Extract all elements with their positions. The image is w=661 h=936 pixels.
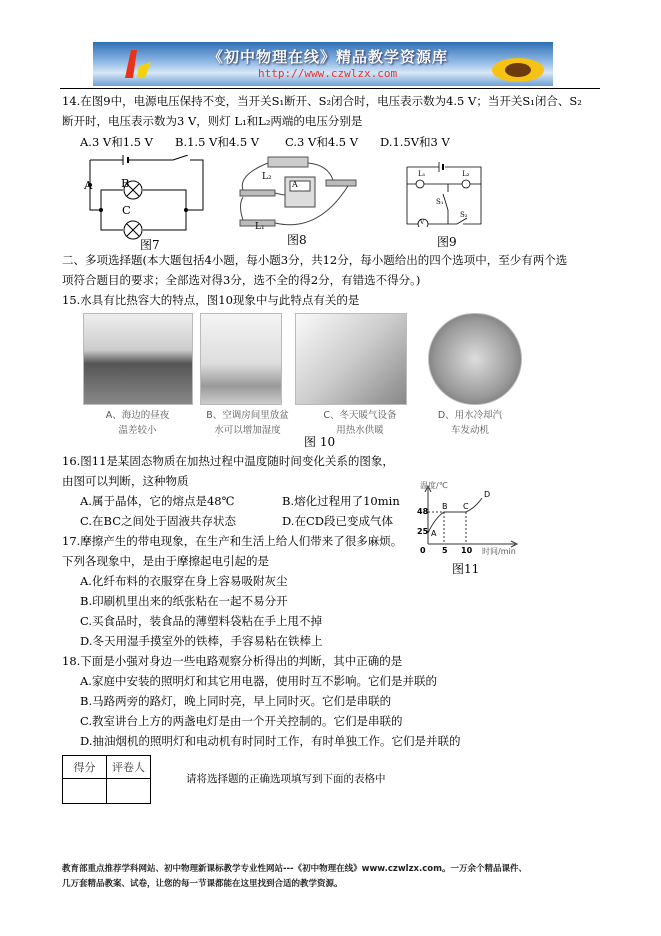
q15-text: 15.水具有比热容大的特点，图10现象中与此特点有关的是 <box>62 293 360 307</box>
footer <box>62 862 527 892</box>
q16-line1: 16.图11是某固态物质在加热过程中温度随时间变化关系的图象， <box>62 454 394 468</box>
caption-line: A、海边的昼夜 <box>105 410 170 421</box>
q18-option-c: C.教室讲台上方的两盏电灯是由一个开关控制的。它们是串联的 <box>80 714 403 728</box>
q14-option-b: B.1.5 V和4.5 V <box>175 135 260 149</box>
fig11-ylabel: 温度/℃ <box>420 481 448 490</box>
q16-line2: 由图可以判断，这种物质 <box>62 474 189 488</box>
caption-line: B、空调房间里放盆 <box>206 410 289 421</box>
header-rule <box>60 88 600 89</box>
q16-option-b: B.熔化过程用了10min <box>282 494 400 508</box>
fig9-caption: 图9 <box>437 235 457 249</box>
q18-option-d: D.抽油烟机的照明灯和电动机有时同时工作，有时单独工作。它们是并联的 <box>80 734 461 748</box>
answer-instruction: 请将选择题的正确选项填写到下面的表格中 <box>186 773 386 785</box>
figure-11-graph <box>400 478 535 578</box>
caption-line: C、冬天暖气设备 <box>323 410 397 421</box>
q15-caption-a <box>80 408 195 438</box>
fig11-caption: 图11 <box>452 562 480 576</box>
header-banner <box>93 42 553 86</box>
fig9-label-l1: L₁ <box>418 170 426 178</box>
q18-option-a: A.家庭中安装的照明灯和其它用电器，使用时互不影响。它们是并联的 <box>80 674 437 688</box>
fig9-label-s2: S₂ <box>460 211 468 219</box>
fig8-label-l2: L₂ <box>262 172 272 182</box>
figure-7-circuit <box>78 155 208 240</box>
fig11-xtick-10: 10 <box>461 546 473 555</box>
caption-line: D、用水冷却汽 <box>437 410 503 421</box>
caption-line: 车发动机 <box>450 425 489 436</box>
q18-line1: 18.下面是小强对身边一些电路观察分析得出的判断，其中正确的是 <box>62 654 403 668</box>
q15-caption-b <box>195 408 300 438</box>
fig8-label-ammeter: A <box>292 180 298 189</box>
fig9-label-voltmeter: V <box>420 219 425 226</box>
fig7-label-a: A <box>84 178 93 192</box>
q17-option-d: D.冬天用湿手摸室外的铁棒，手容易粘在铁棒上 <box>80 634 323 648</box>
fig9-label-s1: S₁ <box>436 198 444 206</box>
fig11-xtick-5: 5 <box>442 546 448 555</box>
banner-title: 《初中物理在线》精品教学资源库 <box>208 48 449 66</box>
fig11-point-a: A <box>431 529 437 538</box>
q16-option-a: A.属于晶体，它的熔点是48℃ <box>80 494 235 508</box>
q14-line1: 14.在图9中，电源电压保持不变，当开关S₁断开、S₂闭合时，电压表示数为4.5 V；当开关S₁闭合、S₂ <box>62 94 582 108</box>
fig10-caption: 图 10 <box>304 435 336 449</box>
score-cell[interactable] <box>63 779 107 804</box>
fig11-point-b: B <box>442 502 448 511</box>
q17-option-b: B.印刷机里出来的纸张粘在一起不易分开 <box>80 594 288 608</box>
fig11-ytick-25: 25 <box>417 527 429 536</box>
footer-line2: 几万套精品教案、试卷，让您的每一节课都能在这里找到合适的教学资源。 <box>62 879 343 889</box>
fig9-label-l2: L₂ <box>462 170 470 178</box>
grader-cell[interactable] <box>107 779 151 804</box>
fig11-xlabel: 时间/min <box>482 547 516 556</box>
q15-caption-d <box>425 408 515 438</box>
footer-line1: 教育部重点推荐学科网站、初中物理新课标教学专业性网站---《初中物理在线》www.czwlzx.com。一万余个精品课件、 <box>62 864 527 874</box>
photo-air-conditioner <box>200 313 282 405</box>
figure-9-circuit <box>405 162 485 227</box>
section2-line1: 二、多项选择题(本大题包括4小题，每小题3分，共12分，每小题给出的四个选项中，至少有两个选 <box>62 253 568 267</box>
section2-line2: 项符合题目的要求；全部选对得3分，选不全的得2分，有错选不得分。) <box>62 273 421 287</box>
banner-url: http://www.czwlzx.com <box>258 67 398 80</box>
q17-option-a: A.化纤布料的衣服穿在身上容易吸附灰尘 <box>80 574 288 588</box>
fig11-xtick-0: 0 <box>420 546 426 555</box>
q18-option-b: B.马路两旁的路灯，晚上同时亮，早上同时灭。它们是串联的 <box>80 694 392 708</box>
caption-line: 温差较小 <box>118 425 157 436</box>
fig11-point-d: D <box>484 490 491 499</box>
q14-option-d: D.1.5V和3 V <box>380 135 450 149</box>
photo-seaside <box>83 313 193 405</box>
q14-option-a: A.3 V和1.5 V <box>80 135 153 149</box>
fig7-caption: 图7 <box>140 238 160 252</box>
fig7-label-b: B <box>121 176 130 190</box>
q16-option-c: C.在BC之间处于固液共存状态 <box>80 514 237 528</box>
sunflower-icon <box>488 50 548 86</box>
q16-option-d: D.在CD段已变成气体 <box>282 514 393 528</box>
q14-line2: 断开时，电压表示数为3 V，则灯 L₁和L₂两端的电压分别是 <box>62 114 363 128</box>
score-header: 得分 <box>63 756 107 779</box>
score-table <box>62 755 151 804</box>
q17-line2: 下列各现象中，是由于摩擦起电引起的是 <box>62 554 269 568</box>
q14-option-c: C.3 V和4.5 V <box>285 135 359 149</box>
logo-icon <box>121 48 161 82</box>
photo-radiator <box>295 313 407 405</box>
caption-line: 水可以增加湿度 <box>214 425 281 436</box>
grader-header: 评卷人 <box>107 756 151 779</box>
fig11-point-c: C <box>463 502 469 511</box>
fig7-label-c: C <box>122 203 131 217</box>
q17-option-c: C.买食品时，装食品的薄塑料袋粘在手上甩不掉 <box>80 614 323 628</box>
fig11-ytick-48: 48 <box>417 507 429 516</box>
fig8-caption: 图8 <box>287 233 307 247</box>
fig8-label-l1: L₁ <box>255 222 265 232</box>
photo-car-engine <box>428 313 522 405</box>
caption-line: 用热水供暖 <box>336 425 384 436</box>
q17-line1: 17.摩擦产生的带电现象，在生产和生活上给人们带来了很多麻烦。 <box>62 534 403 548</box>
